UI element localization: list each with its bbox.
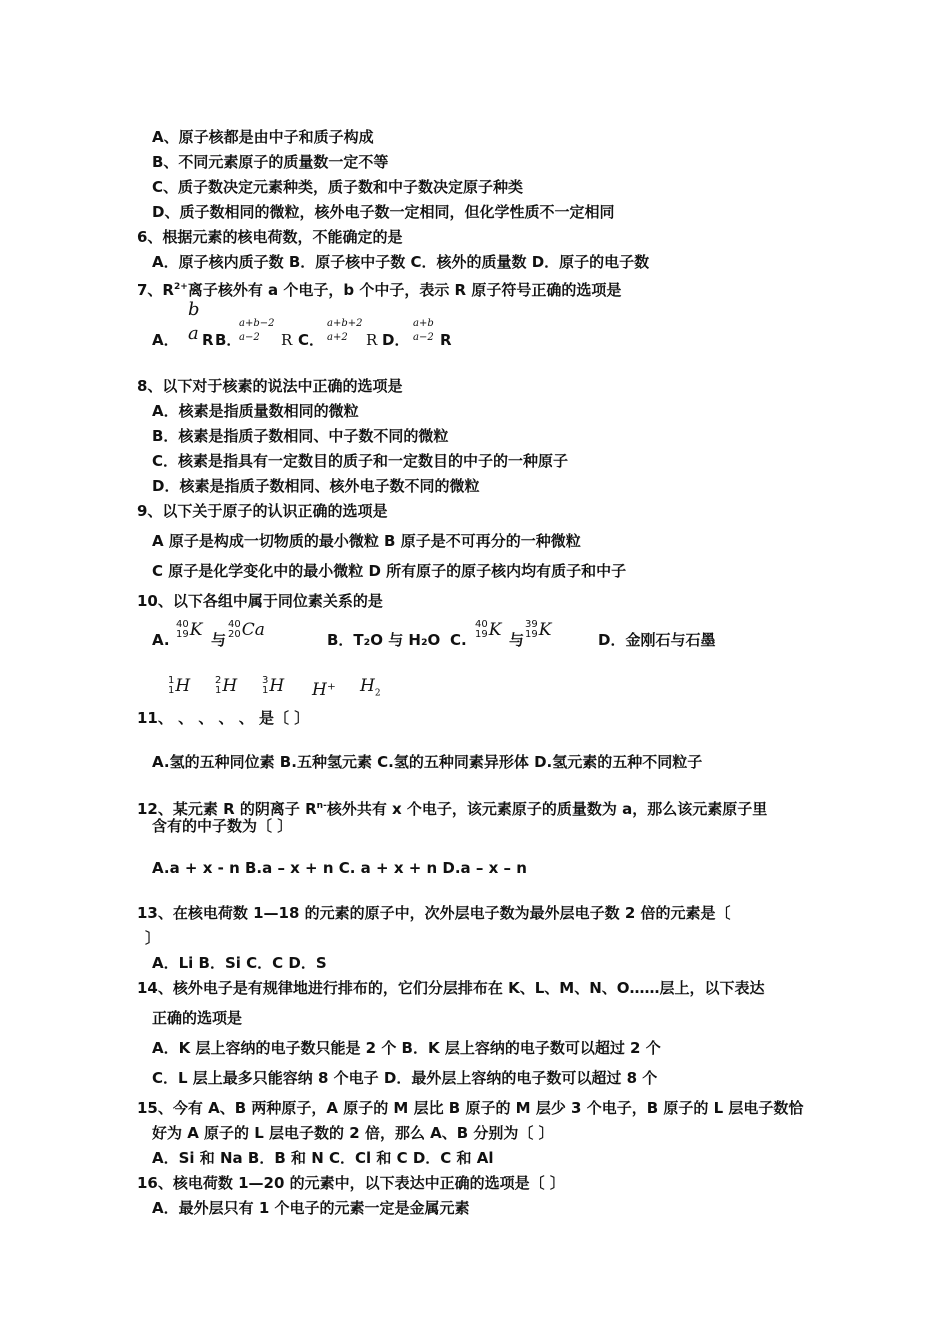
q7-option-c-mass: a+b+2 xyxy=(327,318,363,329)
q10-option-a-isotope1: 40 19K xyxy=(176,619,203,640)
q12-options: A.a + x - n B.a – x + n C. a + x + n D.a – x – n xyxy=(152,859,527,877)
q6-stem: 6、根据元素的核电荷数，不能确定的是 xyxy=(137,228,403,246)
q14-options-line1: A．K 层上容纳的电子数只能是 2 个 B．K 层上容纳的电子数可以超过 2 个 xyxy=(152,1039,661,1057)
q14-stem-line1: 14、核外电子是有规律地进行排布的，它们分层排布在 K、L、M、N、O……层上，以下表达 xyxy=(137,979,765,997)
q9-options-line1: A 原子是构成一切物质的最小微粒 B 原子是不可再分的一种微粒 xyxy=(152,532,581,550)
q10-option-d: D．金刚石与石墨 xyxy=(598,631,716,649)
q7-option-b-label: B． xyxy=(215,331,242,349)
q7-option-a-label: A． xyxy=(152,331,179,349)
q7-option-d-symbol: R xyxy=(440,331,452,349)
q6-options: A．原子核内质子数 B．原子核中子数 C．核外的质量数 D．原子的电子数 xyxy=(152,253,650,271)
q16-stem: 16、核电荷数 1—20 的元素中，以下表达中正确的选项是〔 〕 xyxy=(137,1174,565,1192)
q7-option-a-mass: b xyxy=(188,299,200,320)
q15-stem-line2: 好为 A 原子的 L 层电子数的 2 倍，那么 A、B 分别为〔 〕 xyxy=(152,1124,554,1142)
q7-option-a-symbol: R xyxy=(202,331,214,349)
q5-option-d: D、质子数相同的微粒，核外电子数一定相同，但化学性质不一定相同 xyxy=(152,203,615,221)
q7-option-d-number: a−2 xyxy=(413,332,434,343)
q14-options-line2: C．L 层上最多只能容纳 8 个电子 D．最外层上容纳的电子数可以超过 8 个 xyxy=(152,1069,658,1087)
q7-option-b-symbol: R xyxy=(281,331,293,349)
q16-option-a: A．最外层只有 1 个电子的元素一定是金属元素 xyxy=(152,1199,470,1217)
q10-option-c-connector: 与 xyxy=(509,631,525,649)
q10-option-a-connector: 与 xyxy=(211,631,227,649)
q7-option-c-number: a+2 xyxy=(327,332,348,343)
q9-options-line2: C 原子是化学变化中的最小微粒 D 所有原子的原子核内均有质子和中子 xyxy=(152,562,627,580)
q11-species-h1: 1 1H xyxy=(168,675,191,696)
q15-options: A．Si 和 Na B．B 和 N C．Cl 和 C D．C 和 Al xyxy=(152,1149,494,1167)
q10-option-c-isotope2: 39 19K xyxy=(525,619,552,640)
q10-option-c-isotope1: 40 19K xyxy=(475,619,502,640)
q15-stem-line1: 15、今有 A、B 两种原子，A 原子的 M 层比 B 原子的 M 层少 3 个电子，B 原子的 L 层电子数恰 xyxy=(137,1099,804,1117)
q8-option-c: C．核素是指具有一定数目的质子和一定数目的中子的一种原子 xyxy=(152,452,569,470)
q8-option-a: A．核素是指质量数相同的微粒 xyxy=(152,402,359,420)
q12-stem-line2: 含有的中子数为〔 〕 xyxy=(152,817,293,835)
q7-option-b-number: a−2 xyxy=(239,332,260,343)
q7-option-d-mass: a+b xyxy=(413,318,434,329)
q14-stem-line2: 正确的选项是 xyxy=(152,1009,243,1027)
q7-option-b-mass: a+b−2 xyxy=(239,318,275,329)
q13-options: A．Li B．Si C．C D．S xyxy=(152,954,327,972)
q11-options: A.氢的五种同位素 B.五种氢元素 C.氢的五种同素异形体 D.氢元素的五种不同粒子 xyxy=(152,753,703,771)
q7-option-c-symbol: R xyxy=(366,331,378,349)
q5-option-a: A、原子核都是由中子和质子构成 xyxy=(152,128,374,146)
q10-option-a-isotope2: 40 20Ca xyxy=(228,619,265,640)
q11-species-h2: 2 1H xyxy=(215,675,238,696)
q10-option-b: B．T₂O 与 H₂O xyxy=(327,631,441,649)
q11-stem: 11、 、 、 、 、 是〔 〕 xyxy=(137,709,310,727)
q7-option-a-number: a xyxy=(188,323,199,344)
q13-stem-line2: 〕 xyxy=(145,929,161,947)
q11-species-h3: 3 1H xyxy=(262,675,285,696)
q9-stem: 9、以下关于原子的认识正确的选项是 xyxy=(137,502,388,520)
q7-option-d-label: D． xyxy=(382,331,410,349)
q5-option-b: B、不同元素原子的质量数一定不等 xyxy=(152,153,389,171)
q11-species-h2-molecule: $H_2$ xyxy=(360,676,381,699)
q10-option-a-label: A. xyxy=(152,631,170,649)
q13-stem-line1: 13、在核电荷数 1—18 的元素的原子中，次外层电子数为最外层电子数 2 倍的元素是〔 xyxy=(137,904,731,922)
q8-option-d: D．核素是指质子数相同、核外电子数不同的微粒 xyxy=(152,477,480,495)
q8-stem: 8、以下对于核素的说法中正确的选项是 xyxy=(137,377,403,395)
q10-stem: 10、以下各组中属于同位素关系的是 xyxy=(137,592,383,610)
q8-option-b: B．核素是指质子数相同、中子数不同的微粒 xyxy=(152,427,449,445)
q7-option-c-label: C． xyxy=(298,331,325,349)
q12-stem-line1: 12、某元素 R 的阴离子 $R^{n-}$核外共有 x 个电子，该元素原子的质量数为 a，那么该元素原子里 xyxy=(137,800,768,818)
q10-option-c-label: C. xyxy=(450,631,467,649)
q5-option-c: C、质子数决定元素种类，质子数和中子数决定原子种类 xyxy=(152,178,524,196)
q11-species-hplus: H⁺ xyxy=(312,680,336,700)
q7-stem: 7、$R^{2+}$离子核外有 a 个电子，b 个中子，表示 R 原子符号正确的选项是 xyxy=(137,281,622,299)
